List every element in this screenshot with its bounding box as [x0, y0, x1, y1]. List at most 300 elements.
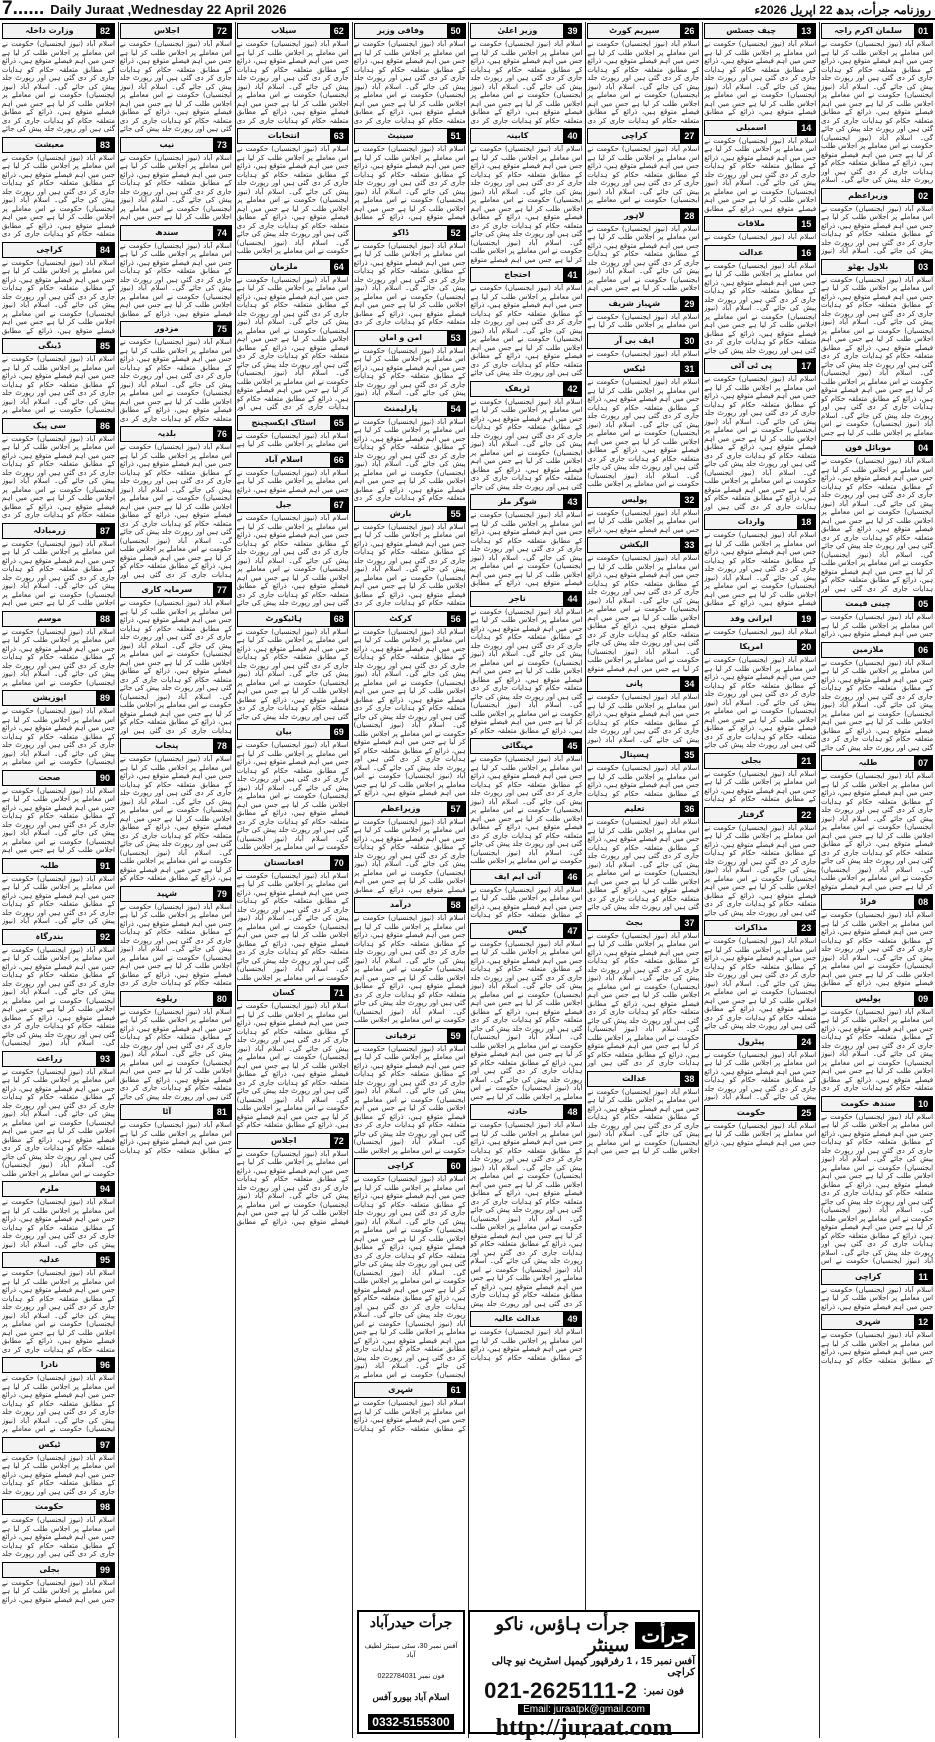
article-body: اسلام آباد (نیوز ایجنسیاں) حکومت نے اس معاملے پر اجلاس طلب کر لیا ہے جس میں اہم فیصلے متوقع ہیں، ذرائع کے مطابق متعلقہ حکام کو ہدایات جاری کر دی گئی ہیں اور رپورٹ جلد پیش کی جائے گی۔ اسلام آباد (نیوز ایجنسیاں) حکومت نے اس معاملے پر اجلاس طلب کر لیا ہے جس میں اہم فیصلے متوقع ہیں، ذرائع کے مطابق: [236, 1149, 349, 1226]
article-body: اسلام آباد (نیوز ایجنسیاں) حکومت نے اس معاملے پر اجلاس طلب کر لیا ہے جس میں اہم فیصلے متوقع ہیں، ذرائع کے مطابق متعلقہ حکام کو ہدایات جاری کر دی گئی ہیں اور رپورٹ جلد پیش کی جائے گی۔ اسلام آباد (نیوز ایجنسیاں) حکومت نے اس معاملے پر اجلاس طلب کر لیا ہے جس میں اہم فیصلے متوقع ہیں، ذرائع کے مطابق متعلقہ حکام کو ہدایات جاری کر دی گئی ہیں اور رپورٹ جلد پیش کی جائے گی۔ اسلام آباد (نیوز ایجنسیاں) حکومت نے اس معاملے پر اجلاس طلب کر لیا ہے جس میں اہم فیصلے متوقع ہیں، ذرائع کے مطابق متعلقہ حکام کو ہدایات جاری کر دی گئی ہیں اور: [704, 375, 817, 511]
article-headline: ہسپتال: [619, 750, 649, 759]
article-body: اسلام آباد (نیوز ایجنسیاں) حکومت نے اس معاملے پر اجلاس طلب کر لیا ہے جس میں اہم فیصلے متوقع ہیں، ذرائع کے مطابق متعلقہ حکام کو ہدایات جاری کر دی گئی ہیں اور رپورٹ جلد پیش کی جائے گی۔ اسلام آباد (نیوز ایجنسیاں) حکومت نے اس معاملے پر اجلاس طلب کر لیا ہے جس میں اہم فیصلے متوقع ہیں، ذرائع کے مطابق متعلقہ حکام کو ہدایات جاری کر دی گئی ہیں اور رپورٹ جلد پیش کی جائے: [119, 1007, 232, 1101]
article-headline: موبائل فون: [845, 443, 892, 452]
article-body: اسلام آباد (نیوز ایجنسیاں) حکومت نے اس معاملے پر اجلاس طلب کر لیا ہے جس میں اہم فیصلے متوقع ہیں، ذرائع: [236, 468, 349, 494]
article-number-badge: 62: [330, 24, 348, 38]
ad-email[interactable]: Email: juraatpk@gmail.com: [518, 1704, 650, 1715]
article-header: [2, 1437, 115, 1453]
news-article: [353, 127, 467, 224]
article-number-badge: 93: [96, 1052, 114, 1066]
news-article: [703, 638, 817, 752]
article-header: [587, 23, 699, 39]
news-article: [236, 723, 350, 854]
article-header: [120, 23, 232, 39]
article-body: اسلام آباد (نیوز ایجنسیاں) حکومت نے اس معاملے پر اجلاس طلب کر لیا ہے جس میں اہم فیصلے متوقع ہیں، ذرائع کے مطابق متعلقہ حکام کو ہدایات جاری کر دی گئی ہیں اور رپورٹ جلد پیش کی جائے گی۔ اسلام آباد (نیوز ایجنسیاں) حکومت نے اس معاملے پر اجلاس طلب کر لیا ہے جس میں اہم فیصلے متوقع ہیں، ذرائع کے مطابق متعلقہ حکام کو ہدایات جاری کر دی گئی ہیں اور رپورٹ جلد پیش کی جائے گی۔ اسلام آباد (نیوز ایجنسیاں) حکومت نے اس معاملے پر اجلاس طلب: [236, 741, 349, 851]
article-header: [354, 1028, 466, 1044]
news-article: [703, 244, 817, 358]
article-body: اسلام آباد (نیوز ایجنسیاں) حکومت نے اس معاملے پر اجلاس طلب کر لیا ہے جس میں اہم فیصلے متوقع ہیں، ذرائع کے مطابق متعلقہ حکام کو ہدایات جاری کر دی گئی ہیں اور رپورٹ جلد پیش کی جائے گی۔ اسلام آباد (نیوز ایجنسیاں) حکومت نے اس معاملے پر اجلاس طلب کر لیا ہے جس میں اہم فیصلے متوقع ہیں، ذرائع کے مطابق متعلقہ حکام کو ہدایات جاری کر دی: [470, 40, 583, 125]
news-article: [703, 1033, 817, 1104]
article-header: [354, 1158, 466, 1174]
news-article: [119, 136, 233, 224]
article-headline: بجلی: [39, 1564, 60, 1574]
news-article: [469, 590, 583, 738]
article-number-badge: 99: [96, 1563, 114, 1577]
article-headline: پیٹرول: [737, 1036, 765, 1046]
article-number-badge: 19: [797, 612, 815, 626]
article-number-badge: 34: [680, 677, 698, 691]
article-header: [704, 611, 816, 627]
article-header: [354, 1382, 466, 1398]
article-headline: مذاکرات: [734, 923, 768, 932]
article-header: [470, 591, 582, 607]
article-headline: وزیراعظم: [380, 803, 421, 813]
article-header: [2, 929, 115, 945]
article-number-badge: 71: [330, 986, 348, 1000]
news-article: [820, 258, 934, 440]
article-number-badge: 29: [680, 297, 698, 311]
article-header: [821, 991, 933, 1007]
article-header: [821, 1269, 933, 1285]
news-article: [820, 893, 934, 990]
news-article: [586, 675, 700, 746]
article-body: اسلام آباد (نیوز ایجنسیاں) حکومت نے اس معاملے پر اجلاس طلب کر لیا ہے جس میں اہم فیصلے متوقع ہیں، ذرائع کے مطابق متعلقہ حکام کو ہدایات جاری کر دی گئی ہیں اور رپورٹ جلد پیش کی جائے گی۔ اسلام آباد (نیوز ایجنسیاں) حکومت نے اس معاملے پر: [1, 707, 115, 766]
news-article: [1, 689, 116, 769]
article-headline: ایرانی وفد: [730, 613, 773, 623]
article-headline: آٹا: [162, 1107, 172, 1116]
news-column: [702, 22, 817, 1738]
article-headline: ملزمان: [269, 261, 298, 271]
article-number-badge: 94: [96, 1182, 114, 1196]
article-body: اسلام آباد (نیوز ایجنسیاں) حکومت نے اس معاملے پر اجلاس طلب کر لیا ہے جس میں اہم فیصلے متوقع ہیں، ذرائع کے مطابق متعلقہ حکام کو ہدایات جاری کر دی گئی ہیں اور رپورٹ جلد: [1, 1453, 115, 1496]
article-headline: ڈاکو: [392, 227, 409, 237]
article-headline: چینی قیمت: [845, 599, 891, 608]
article-body: اسلام آباد (نیوز ایجنسیاں) حکومت نے اس معاملے پر اجلاس طلب کر لیا ہے جس میں اہم فیصلے متوقع ہیں، ذرائع کے مطابق متعلقہ حکام کو ہدایات جاری کر دی گئی ہیں اور رپورٹ جلد پیش کی جائے گی۔ اسلام آباد (نیوز ایجنسیاں) حکومت نے اس معاملے پر اجلاس طلب کر لیا ہے جس میں اہم فیصلے متوقع ہیں، ذرائع کے مطابق متعلقہ حکام کو ہدایات جاری کر دی گئی ہیں اور رپورٹ جلد پیش کی جائے: [119, 40, 232, 133]
news-article: [119, 425, 233, 581]
news-article: [820, 641, 934, 755]
article-body: اسلام آباد (نیوز ایجنسیاں) حکومت نے اس معاملے پر اجلاس طلب کر لیا ہے جس میں اہم فیصلے متوقع ہیں، ذرائع کے مطابق متعلقہ حکام کو ہدایات جاری کر دی گئی ہیں اور رپورٹ جلد پیش کی جائے گی۔ اسلام آباد (نیوز ایجنسیاں) حکومت نے اس معاملے پر اجلاس طلب کر لیا ہے جس میں اہم فیصلے متوقع ہیں، ذرائع کے مطابق متعلقہ حکام کو ہدایات جاری کر دی: [119, 338, 232, 423]
article-body: اسلام آباد (نیوز ایجنسیاں) حکومت نے اس معاملے پر اجلاس طلب کر لیا ہے جس میں اہم فیصلے متوقع ہیں، ذرائع کے مطابق متعلقہ حکام کو ہدایات جاری کر دی گئی ہیں اور رپورٹ جلد پیش کی جائے گی۔ اسلام آباد (نیوز ایجنسیاں) حکومت نے اس معاملے پر اجلاس طلب کر لیا ہے جس میں اہم: [119, 153, 232, 221]
news-article: [1, 337, 116, 417]
article-headline: وزیراعظم: [848, 190, 888, 200]
article-number-badge: 82: [96, 24, 114, 38]
article-number-badge: 59: [447, 1029, 465, 1043]
article-header: [470, 23, 582, 39]
article-header: [2, 1252, 115, 1268]
article-number-badge: 72: [330, 1134, 348, 1148]
article-header: [2, 858, 115, 874]
article-headline: سلمان اکرم راجہ: [834, 26, 903, 35]
article-body: اسلام آباد (نیوز ایجنسیاں) حکومت نے اس معاملے پر اجلاس طلب کر لیا ہے: [587, 312, 700, 329]
article-number-badge: 73: [213, 138, 231, 152]
news-article: [586, 127, 700, 207]
article-number-badge: 44: [563, 592, 581, 606]
news-article: [1, 610, 116, 690]
article-header: [237, 985, 349, 1001]
article-headline: زراعت: [36, 1053, 63, 1063]
ad-header: [473, 1614, 695, 1656]
article-header: [821, 1314, 933, 1330]
news-article: [469, 266, 583, 380]
article-number-badge: 43: [563, 495, 581, 509]
article-headline: زرمبادلہ: [33, 525, 66, 535]
news-article: [820, 1268, 934, 1314]
article-headline: اجلاس: [270, 1135, 297, 1145]
article-headline: امن و امان: [379, 332, 423, 342]
article-body: اسلام آباد (نیوز ایجنسیاں) حکومت نے اس معاملے پر اجلاس طلب کر لیا ہے جس میں اہم فیصلے متوقع ہیں، ذرائع کے مطابق متعلقہ حکام کو ہدایات جاری کر دی گئی ہیں اور رپورٹ جلد پیش کی جائے گی۔ اسلام آباد (نیوز ایجنسیاں) حکومت نے اس معاملے پر اجلاس طلب کر لیا ہے جس میں اہم فیصلے متوقع ہیں، ذرائع کے مطابق متعلقہ حکام کو ہدایات جاری کر دی گئی ہیں اور رپورٹ جلد پیش کی جائے گی۔ اسلام آباد (نیوز ایجنسیاں) حکومت نے اس معاملے پر اجلاس طلب کر لیا ہے جس میں اہم فیصلے متوقع ہیں، ذرائع کے مطابق متعلقہ حکام کو ہدایات جاری کر دی گئی ہیں اور رپورٹ جلد پیش کی جائے گی۔ اسلام آباد (نیوز ایجنسیاں) حکومت نے اس معاملے پر اجلاس طلب کر لیا ہے جس: [470, 939, 583, 1101]
article-header: [2, 690, 115, 706]
article-body: اسلام آباد (نیوز ایجنسیاں) حکومت نے اس معاملے پر اجلاس طلب کر لیا ہے جس میں اہم فیصلے متوقع ہیں، ذرائع کے مطابق متعلقہ حکام کو ہدایات جاری کر دی گئی ہیں اور رپورٹ جلد پیش کی جائے گی۔ اسلام آباد (نیوز ایجنسیاں) حکومت نے اس معاملے پر اجلاس طلب کر لیا ہے جس میں اہم فیصلے متوقع ہیں، ذرائع کے مطابق متعلقہ حکام کو ہدایات جاری کر دی گئی ہیں اور رپورٹ جلد پیش کی جائے گی۔ اسلام آباد (نیوز ایجنسیاں) حکومت نے اس معاملے پر اجلاس طلب کر لیا ہے جس میں اہم فیصلے متوقع ہیں، ذرائع کے مطابق متعلقہ حکام کو ہدایات جاری کر دی گئی ہیں اور رپورٹ جلد پیش کی جائے گی۔ اسلام: [821, 40, 934, 184]
article-headline: ٹیکس: [38, 1439, 61, 1449]
article-header: [237, 23, 349, 39]
article-number-badge: 38: [680, 1072, 698, 1086]
article-header: [237, 128, 349, 144]
news-article: [119, 224, 233, 321]
article-number-badge: 56: [447, 612, 465, 626]
article-number-badge: 55: [447, 507, 465, 521]
article-header: [470, 869, 582, 885]
article-body: اسلام آباد (نیوز ایجنسیاں) حکومت نے اس معاملے پر اجلاس طلب کر لیا ہے جس میں اہم فیصلے متوقع ہیں، ذرائع کے مطابق متعلقہ حکام کو ہدایات جاری کر دی گئی ہیں اور رپورٹ جلد پیش کی جائے گی۔ اسلام آباد (نیوز ایجنسیاں) حکومت نے اس معاملے پر اجلاس طلب کر لیا ہے جس میں اہم فیصلے متوقع ہیں، ذرائع کے مطابق متعلقہ حکام کو ہدایات جاری کر دی گئی ہیں اور رپورٹ جلد پیش کی جائے گی۔ اسلام آباد (نیوز ایجنسیاں) حکومت نے اس معاملے پر اجلاس طلب کر لیا ہے جس میں اہم فیصلے متوقع ہیں، ذرائع کے مطابق متعلقہ حکام کو ہدایات جاری کر دی گئی ہیں اور: [821, 457, 934, 593]
news-article: [820, 1095, 934, 1268]
article-number-badge: 72: [213, 24, 231, 38]
article-headline: شوگر ملز: [498, 497, 537, 506]
news-column: [468, 22, 583, 1738]
article-headline: احتجاج: [504, 270, 531, 279]
article-headline: ڈینگی: [38, 341, 61, 350]
news-article: [586, 332, 700, 361]
article-body: اسلام آباد (نیوز ایجنسیاں) حکومت نے اس معاملے پر اجلاس طلب کر لیا ہے جس میں اہم فیصلے متوقع ہیں، ذرائع: [821, 613, 934, 638]
article-headline: پانی: [625, 679, 643, 688]
article-header: [470, 1104, 582, 1120]
article-header: [821, 188, 933, 204]
article-body: اسلام آباد (نیوز ایجنسیاں) حکومت نے اس معاملے پر اجلاس طلب کر لیا ہے جس میں اہم فیصلے متوقع ہیں، ذرائع کے مطابق متعلقہ حکام کو ہدایات جاری کر دی گئی ہیں اور رپورٹ جلد پیش کی جائے گی۔ اسلام آباد (نیوز ایجنسیاں) حکومت نے اس معاملے پر اجلاس طلب کر لیا ہے جس میں اہم فیصلے متوقع ہیں، ذرائع کے مطابق متعلقہ حکام کو ہدایات جاری کر دی گئی ہیں اور رپورٹ جلد پیش کی جائے گی۔ اسلام آباد (نیوز ایجنسیاں) حکومت نے اس معاملے پر اجلاس طلب: [1, 1067, 115, 1178]
news-article: [1, 22, 116, 136]
article-headline: سی پیک: [32, 420, 67, 430]
article-body: اسلام آباد (نیوز ایجنسیاں) حکومت نے اس معاملے پر اجلاس طلب کر لیا ہے جس میں اہم فیصلے متوقع ہیں، ذرائع کے مطابق متعلقہ حکام کو ہدایات جاری کر دی گئی ہیں اور رپورٹ جلد پیش کی جائے گی۔ اسلام آباد (نیوز ایجنسیاں) حکومت نے اس معاملے پر اجلاس طلب کر لیا ہے جس میں اہم فیصلے متوقع ہیں، ذرائع کے مطابق متعلقہ حکام کو ہدایات جاری کر دی گئی ہیں اور رپورٹ جلد پیش کی جائے گی۔ اسلام آباد (نیوز ایجنسیاں) حکومت نے اس معاملے پر اجلاس طلب کر لیا ہے جس میں اہم فیصلے متوقع: [821, 772, 934, 891]
news-article: [119, 990, 233, 1104]
islamabad-bureau-phone: 0332-5155300: [368, 1714, 453, 1730]
article-number-badge: 13: [797, 24, 815, 38]
news-article: [703, 119, 817, 216]
article-header: [587, 1071, 699, 1087]
article-body: اسلام آباد (نیوز ایجنسیاں) حکومت نے اس معاملے پر اجلاس طلب کر لیا ہے جس میں اہم فیصلے متوقع ہیں، ذرائع کے مطابق متعلقہ حکام کو ہدایات جاری کر دی گئی ہیں اور رپورٹ جلد پیش کی جائے گی۔ اسلام آباد (نیوز ایجنسیاں) حکومت نے اس معاملے پر اجلاس طلب کر لیا ہے جس میں اہم فیصلے متوقع ہیں، ذرائع کے مطابق متعلقہ حکام کو ہدایات جاری کر دی گئی ہیں اور رپورٹ جلد پیش کی جائے: [587, 818, 700, 911]
article-header: [470, 128, 582, 144]
article-headline: درآمد: [390, 900, 412, 909]
article-header: [237, 611, 349, 627]
article-number-badge: 16: [797, 246, 815, 260]
article-headline: سندھ حکومت: [840, 1098, 896, 1108]
article-header: [821, 23, 933, 39]
article-number-badge: 35: [680, 748, 698, 762]
article-body: اسلام آباد (نیوز ایجنسیاں) حکومت نے اس معاملے پر اجلاس طلب کر لیا ہے جس میں اہم فیصلے متوقع ہیں، ذرائع کے مطابق متعلقہ حکام کو ہدایات جاری کر دی گئی ہیں اور رپورٹ جلد پیش کی جائے گی۔ اسلام آباد (نیوز ایجنسیاں) حکومت نے اس معاملے پر اجلاس طلب کر لیا ہے جس میں اہم فیصلے متوقع ہیں، ذرائع کے مطابق متعلقہ حکام کو ہدایات جاری کر دی گئی ہیں اور رپورٹ جلد پیش کی جائے: [1, 40, 115, 133]
article-header: [704, 245, 816, 261]
article-number-badge: 04: [914, 441, 932, 455]
article-body: اسلام آباد (نیوز ایجنسیاں) حکومت نے اس معاملے پر اجلاس طلب کر لیا ہے جس میں اہم فیصلے متوقع ہیں، ذرائع کے مطابق متعلقہ حکام کو ہدایات: [119, 1121, 232, 1155]
article-headline: افغانستان: [263, 857, 304, 867]
article-headline: کرکٹ: [389, 613, 412, 623]
article-body: اسلام آباد (نیوز ایجنسیاں) حکومت نے اس معاملے پر اجلاس طلب کر لیا ہے جس میں اہم فیصلے متوقع ہیں، ذرائع کے مطابق متعلقہ حکام کو ہدایات جاری کر دی گئی ہیں اور رپورٹ جلد پیش کی جائے گی۔ اسلام آباد (نیوز ایجنسیاں) حکومت نے اس معاملے پر اجلاس طلب کر لیا ہے جس میں اہم فیصلے متوقع ہیں، ذرائع کے مطابق متعلقہ حکام کو ہدایات جاری کر دی گئی ہیں اور رپورٹ جلد پیش کی جائے: [236, 627, 349, 721]
article-headline: حادثہ: [507, 1107, 528, 1116]
article-number-badge: 67: [330, 498, 348, 512]
article-body: اسلام آباد (نیوز ایجنسیاں) حکومت نے اس معاملے پر اجلاس طلب کر لیا ہے جس میں اہم فیصلے متوقع ہیں، ذرائع: [587, 508, 700, 534]
article-number-badge: 95: [96, 1253, 114, 1267]
article-number-badge: 10: [914, 1097, 932, 1111]
article-body: اسلام آباد (نیوز ایجنسیاں) حکومت نے اس معاملے پر اجلاس طلب کر لیا ہے جس میں اہم فیصلے متوقع ہیں، ذرائع کے مطابق متعلقہ حکام کو ہدایات جاری کر دی گئی ہیں اور رپورٹ جلد پیش کی جائے گی۔ اسلام آباد (نیوز ایجنسیاں) حکومت نے اس معاملے پر اجلاس طلب کر لیا ہے جس میں اہم فیصلے متوقع ہیں، ذرائع کے مطابق متعلقہ حکام کو ہدایات جاری کر دی گئی ہیں اور رپورٹ جلد پیش کی جائے گی۔ اسلام آباد (نیوز ایجنسیاں) حکومت نے اس معاملے پر اجلاس طلب: [236, 871, 349, 982]
article-number-badge: 76: [213, 427, 231, 441]
article-header: [821, 755, 933, 771]
article-headline: عدالت عالیہ: [494, 1314, 541, 1323]
article-header: [821, 894, 933, 910]
article-number-badge: 37: [680, 916, 698, 930]
article-header: [237, 1133, 349, 1149]
article-number-badge: 24: [797, 1035, 815, 1049]
article-header: [237, 497, 349, 513]
article-header: [587, 801, 699, 817]
article-number-badge: 53: [447, 331, 465, 345]
article-number-badge: 92: [96, 930, 114, 944]
article-headline: سیلاب: [271, 26, 297, 35]
article-body: اسلام آباد (نیوز ایجنسیاں) حکومت نے اس معاملے پر اجلاس طلب کر لیا ہے جس میں اہم فیصلے متوقع ہیں، ذرائع کے مطابق متعلقہ حکام کو ہدایات جاری کر دی گئی ہیں اور رپورٹ جلد پیش کی جائے گی۔ اسلام آباد (نیوز ایجنسیاں) حکومت نے اس معاملے پر اجلاس طلب کر لیا ہے جس میں اہم فیصلے متوقع ہیں، ذرائع کے مطابق متعلقہ حکام کو ہدایات جاری کر دی: [353, 40, 466, 125]
article-number-badge: 20: [797, 640, 815, 654]
article-number-badge: 26: [680, 24, 698, 38]
article-number-badge: 45: [563, 739, 581, 753]
article-number-badge: 61: [447, 1383, 465, 1397]
article-body: اسلام آباد (نیوز ایجنسیاں) حکومت نے اس معاملے پر اجلاس طلب کر لیا ہے جس میں اہم فیصلے متوقع ہیں، ذرائع کے مطابق متعلقہ حکام کو ہدایات جاری کر دی گئی ہیں اور رپورٹ جلد پیش کی جائے گی۔ اسلام آباد (نیوز ایجنسیاں) حکومت نے اس معاملے پر اجلاس طلب کر لیا ہے جس میں اہم فیصلے متوقع ہیں، ذرائع کے مطابق: [119, 241, 232, 318]
article-body: اسلام آباد (نیوز ایجنسیاں) حکومت نے: [704, 627, 817, 636]
news-article: [353, 224, 467, 329]
article-header: [470, 381, 582, 397]
news-article: [469, 1310, 583, 1364]
article-number-badge: 31: [680, 362, 698, 376]
article-number-badge: 78: [213, 739, 231, 753]
article-number-badge: 85: [96, 339, 114, 353]
news-article: [469, 127, 583, 266]
article-headline: پارلیمنٹ: [383, 403, 418, 413]
article-number-badge: 41: [563, 268, 581, 282]
article-header: [587, 333, 699, 349]
article-headline: طلبہ: [858, 758, 878, 767]
article-number-badge: 18: [797, 515, 815, 529]
news-article: [586, 491, 700, 537]
article-body: اسلام آباد (نیوز ایجنسیاں) حکومت نے اس معاملے پر اجلاس طلب کر لیا ہے جس میں اہم فیصلے متوقع ہیں، ذرائع کے مطابق متعلقہ حکام کو ہدایات جاری کر دی گئی ہیں اور رپورٹ جلد پیش کی جائے گی۔ اسلام آباد (نیوز ایجنسیاں) حکومت نے اس معاملے پر اجلاس طلب کر لیا ہے جس میں اہم فیصلے متوقع ہیں، ذرائع کے مطابق متعلقہ حکام کو ہدایات جاری کر دی گئی ہیں اور رپورٹ جلد پیش کی جائے گی۔ اسلام آباد (نیوز ایجنسیاں) حکومت نے اس معاملے پر اجلاس طلب کر لیا ہے جس میں اہم فیصلے متوقع ہیں، ذرائع کے مطابق متعلقہ حکام کو ہدایات جاری کر دی گئی ہیں اور: [119, 599, 232, 735]
news-article: [820, 595, 934, 641]
article-headline: وفاقی وزیر: [377, 26, 424, 35]
ad-phone-label: فون نمبر:: [643, 1685, 684, 1697]
article-header: [120, 137, 232, 153]
article-number-badge: 47: [563, 924, 581, 938]
article-headline: امریکا: [739, 642, 763, 651]
article-number-badge: 08: [914, 895, 932, 909]
article-body: اسلام آباد (نیوز ایجنسیاں) حکومت نے اس معاملے پر اجلاس طلب کر لیا ہے جس میں اہم فیصلے متوقع ہیں، ذرائع کے مطابق متعلقہ حکام کو ہدایات جاری کر دی گئی ہیں اور رپورٹ جلد پیش کی جائے گی۔ اسلام آباد (نیوز ایجنسیاں) حکومت نے اس معاملے پر: [1, 355, 115, 414]
news-article: [236, 127, 350, 258]
news-article: [820, 990, 934, 1095]
news-article: [236, 414, 350, 451]
article-number-badge: 32: [680, 493, 698, 507]
article-body: اسلام آباد (نیوز ایجنسیاں) حکومت نے اس معاملے پر اجلاس طلب کر لیا ہے جس میں اہم فیصلے متوقع ہیں، ذرائع کے مطابق متعلقہ حکام کو ہدایات جاری کر دی گئی ہیں اور رپورٹ جلد پیش کی جائے گی۔ اسلام آباد (نیوز: [704, 1050, 817, 1101]
article-header: [470, 494, 582, 510]
article-headline: اسمبلی: [735, 122, 767, 132]
article-headline: پنجاب: [155, 741, 179, 750]
article-header: [120, 225, 232, 241]
article-headline: موسم: [37, 613, 62, 623]
article-headline: معیشت: [34, 139, 65, 149]
news-article: [353, 1027, 467, 1158]
news-article: [1, 769, 116, 857]
article-number-badge: 42: [563, 382, 581, 396]
article-number-badge: 03: [914, 260, 932, 274]
news-article: [703, 919, 817, 1033]
article-headline: مزدور: [155, 324, 179, 333]
article-body: اسلام آباد (نیوز ایجنسیاں) حکومت نے اس معاملے پر اجلاس طلب کر لیا ہے جس میں اہم فیصلے متوقع ہیں، ذرائع کے مطابق متعلقہ حکام کو ہدایات جاری کر دی گئی ہیں اور رپورٹ جلد پیش کی جائے گی۔ اسلام آباد (نیوز ایجنسیاں) حکومت نے اس معاملے پر اجلاس طلب کر لیا ہے جس میں اہم فیصلے متوقع ہیں، ذرائع کے مطابق متعلقہ حکام کو ہدایات جاری کر دی: [1, 153, 115, 238]
article-body: اسلام آباد (نیوز ایجنسیاں) حکومت نے اس معاملے پر اجلاس طلب کر لیا ہے جس میں اہم فیصلے متوقع ہیں، ذرائع کے مطابق متعلقہ حکام کو ہدایات جاری کر دی گئی ہیں اور رپورٹ جلد پیش کی جائے گی۔ اسلام آباد (نیوز ایجنسیاں) حکومت نے اس معاملے پر اجلاس طلب کر لیا ہے جس میں اہم فیصلے متوقع ہیں، ذرائع کے مطابق متعلقہ حکام کو ہدایات جاری کر دی: [1, 1269, 115, 1354]
article-body: اسلام آباد (نیوز ایجنسیاں) حکومت نے اس معاملے پر اجلاس طلب کر لیا ہے جس میں اہم فیصلے متوقع ہیں، ذرائع کے مطابق متعلقہ حکام کو ہدایات جاری کر دی گئی ہیں اور رپورٹ جلد پیش کی جائے گی۔ اسلام آباد (نیوز ایجنسیاں) حکومت نے اس معاملے پر اجلاس طلب کر لیا ہے جس میں اہم فیصلے متوقع ہیں، ذرائع کے مطابق متعلقہ حکام کو ہدایات جاری کر دی گئی ہیں اور رپورٹ جلد پیش کی جائے گی۔ اسلام آباد (نیوز ایجنسیاں) حکومت نے اس معاملے پر اجلاس طلب: [587, 378, 700, 488]
news-article: [119, 581, 233, 737]
article-number-badge: 57: [447, 802, 465, 816]
news-article: [820, 1313, 934, 1367]
article-body: اسلام آباد (نیوز ایجنسیاں) حکومت نے اس معاملے پر اجلاس طلب کر لیا ہے جس میں اہم فیصلے متوقع ہیں، ذرائع کے مطابق متعلقہ حکام کو ہدایات جاری کر دی گئی ہیں اور رپورٹ جلد پیش کی جائے گی۔ اسلام آباد (نیوز ایجنسیاں) حکومت نے اس معاملے پر اجلاس طلب کر لیا ہے جس میں اہم فیصلے متوقع ہیں، ذرائع کے مطابق متعلقہ حکام کو ہدایات جاری کر دی: [119, 902, 232, 987]
article-headline: اسٹاک ایکسچینج: [251, 417, 316, 427]
article-header: [354, 506, 466, 522]
article-header: [587, 208, 699, 224]
article-number-badge: 98: [96, 1500, 114, 1514]
article-body: اسلام آباد (نیوز ایجنسیاں) حکومت نے: [587, 349, 700, 358]
article-headline: سپریم کورٹ: [609, 26, 660, 35]
article-body: اسلام آباد (نیوز ایجنسیاں) حکومت نے اس معاملے پر اجلاس طلب کر لیا ہے جس میں اہم فیصلے متوقع ہیں، ذرائع کے مطابق متعلقہ حکام کو ہدایات جاری کر دی گئی ہیں اور رپورٹ جلد پیش کی جائے گی۔ اسلام آباد (نیوز ایجنسیاں) حکومت نے اس معاملے پر اجلاس طلب کر لیا ہے جس میں اہم فیصلے متوقع ہیں، ذرائع کے مطابق متعلقہ حکام کو ہدایات جاری کر دی گئی ہیں اور رپورٹ جلد پیش کی جائے گی۔ اسلام آباد (نیوز ایجنسیاں) حکومت نے اس معاملے پر اجلاس طلب کر لیا ہے جس میں اہم فیصلے متوقع ہیں، ذرائع کے مطابق متعلقہ حکام کو ہدایات جاری کر دی گئی ہیں اور رپورٹ جلد پیش کی جائے گی۔ اسلام آباد (نیوز ایجنسیاں) حکومت نے اس معاملے پر اجلاس طلب کر لیا ہے جس: [821, 275, 934, 437]
news-article: [353, 1381, 467, 1435]
news-article: [236, 496, 350, 610]
article-header: [2, 137, 115, 153]
article-header: [354, 128, 466, 144]
article-header: [237, 452, 349, 468]
news-article: [469, 737, 583, 868]
article-headline: پولیس: [621, 494, 648, 504]
article-header: [354, 23, 466, 39]
news-article: [820, 187, 934, 258]
article-number-badge: 87: [96, 524, 114, 538]
article-header: [704, 1105, 816, 1121]
article-body: اسلام آباد (نیوز ایجنسیاں) حکومت نے اس معاملے پر اجلاس طلب کر لیا ہے جس میں اہم فیصلے متوقع ہیں، ذرائع کے مطابق متعلقہ حکام کو ہدایات جاری کر دی گئی ہیں اور رپورٹ جلد پیش کی جائے گی۔ اسلام آباد (نیوز ایجنسیاں) حکومت نے اس معاملے پر اجلاس طلب کر لیا ہے جس میں اہم فیصلے متوقع ہیں، ذرائع کے مطابق متعلقہ حکام کو ہدایات جاری کر دی گئی ہیں اور رپورٹ جلد پیش کی جائے گی۔ اسلام آباد (نیوز ایجنسیاں) حکومت نے اس معاملے پر اجلاس طلب: [236, 145, 349, 255]
article-header: [2, 23, 115, 39]
news-article: [1, 1436, 116, 1499]
article-number-badge: 30: [680, 334, 698, 348]
article-headline: وزارت داخلہ: [25, 26, 74, 35]
ad-phone: 021-2625111-2: [484, 1678, 638, 1703]
article-number-badge: 50: [447, 24, 465, 38]
news-article: [353, 400, 467, 505]
article-header: [704, 753, 816, 769]
article-body: اسلام آباد (نیوز ایجنسیاں) حکومت نے اس معاملے پر اجلاس طلب کر لیا ہے جس میں اہم فیصلے متوقع ہیں، ذرائع کے مطابق متعلقہ حکام کو ہدایات: [353, 1399, 466, 1433]
article-body: اسلام آباد (نیوز ایجنسیاں) حکومت نے اس معاملے پر اجلاس طلب کر لیا ہے جس میں اہم فیصلے متوقع ہیں، ذرائع کے مطابق متعلقہ حکام کو ہدایات جاری کر دی گئی ہیں اور رپورٹ جلد پیش کی جائے گی۔ اسلام آباد (نیوز ایجنسیاں) حکومت نے اس معاملے پر اجلاس طلب کر لیا ہے جس میں اہم فیصلے متوقع ہیں، ذرائع کے مطابق متعلقہ حکام کو ہدایات جاری کر دی: [353, 522, 466, 607]
news-article: [703, 215, 817, 244]
article-header: [2, 1499, 115, 1515]
article-header: [2, 1562, 115, 1578]
article-header: [704, 1034, 816, 1050]
article-body: اسلام آباد (نیوز ایجنسیاں) حکومت نے اس معاملے پر اجلاس طلب کر لیا ہے جس میں اہم فیصلے متوقع ہیں، ذرائع کے مطابق متعلقہ حکام کو ہدایات جاری کر دی گئی ہیں اور رپورٹ جلد پیش کی جائے گی۔ اسلام آباد (نیوز ایجنسیاں) حکومت نے اس معاملے پر اجلاس طلب کر لیا ہے جس میں اہم فیصلے متوقع ہیں، ذرائع کے مطابق متعلقہ حکام کو ہدایات جاری کر دی: [236, 40, 349, 125]
article-headline: سینیٹ: [387, 131, 414, 140]
news-article: [469, 922, 583, 1104]
article-number-badge: 75: [213, 322, 231, 336]
article-header: [587, 492, 699, 508]
article-headline: ترقیاتی: [385, 1030, 416, 1040]
news-article: [1, 241, 116, 338]
article-headline: ملزم: [39, 1184, 59, 1193]
article-body: اسلام آباد (نیوز ایجنسیاں) حکومت نے اس معاملے پر اجلاس طلب کر لیا ہے جس میں اہم فیصلے متوقع ہیں، ذرائع: [704, 1121, 817, 1147]
article-body: اسلام آباد (نیوز ایجنسیاں) حکومت نے اس معاملے پر اجلاس طلب کر لیا ہے جس میں اہم فیصلے متوقع ہیں، ذرائع کے مطابق متعلقہ حکام کو ہدایات جاری کر دی گئی ہیں اور رپورٹ جلد پیش کی جائے گی۔ اسلام آباد (نیوز ایجنسیاں) حکومت نے اس معاملے پر اجلاس طلب کر لیا ہے جس میں اہم فیصلے متوقع ہیں، ذرائع کے مطابق متعلقہ حکام کو ہدایات جاری کر دی گئی ہیں اور رپورٹ جلد پیش کی جائے گی۔ اسلام آباد (نیوز ایجنسیاں) حکومت نے اس معاملے پر اجلاس طلب: [470, 755, 583, 865]
article-body: اسلام آباد (نیوز ایجنسیاں) حکومت نے اس معاملے پر اجلاس طلب کر لیا ہے جس میں اہم فیصلے متوقع ہیں، ذرائع کے مطابق متعلقہ حکام کو ہدایات جاری کر دی گئی ہیں اور رپورٹ جلد پیش کی جائے گی۔ اسلام آباد (نیوز ایجنسیاں) حکومت نے اس معاملے پر اجلاس طلب کر لیا ہے جس میں اہم فیصلے متوقع ہیں، ذرائع کے مطابق متعلقہ حکام کو ہدایات جاری کر دی گئی ہیں اور رپورٹ جلد پیش کی جائے گی۔ اسلام آباد (نیوز ایجنسیاں) حکومت نے اس معاملے پر اجلاس طلب کر لیا ہے جس میں اہم فیصلے متوقع ہیں، ذرائع کے مطابق متعلقہ حکام کو ہدایات جاری کر دی گئی ہیں اور رپورٹ جلد پیش کی جائے گی۔ اسلام آباد (نیوز ایجنسیاں) حکومت نے اس معاملے پر اجلاس طلب کر لیا ہے جس میں اہم فیصلے متوقع ہیں، ذرائع کے: [353, 627, 466, 797]
hyderabad-office-ad: [357, 1610, 465, 1734]
news-article: [586, 746, 700, 800]
article-body: اسلام آباد (نیوز ایجنسیاں) حکومت نے اس معاملے پر اجلاس طلب کر لیا ہے جس میں اہم فیصلے متوقع ہیں، ذرائع کے مطابق متعلقہ حکام کو ہدایات جاری کر دی گئی ہیں اور رپورٹ جلد پیش کی جائے گی۔ اسلام آباد (نیوز ایجنسیاں) حکومت نے اس معاملے پر اجلاس طلب کر لیا ہے جس میں اہم فیصلے متوقع ہیں، ذرائع کے مطابق متعلقہ حکام کو ہدایات جاری کر دی گئی ہیں اور رپورٹ جلد پیش کی جائے: [821, 658, 934, 752]
article-number-badge: 17: [797, 359, 815, 373]
article-headline: کسان: [272, 988, 295, 997]
masthead-title-english: Daily Juraat ,Wednesday 22 April 2026: [50, 2, 287, 17]
article-number-badge: 90: [96, 771, 114, 785]
article-headline: الیکشن: [619, 540, 649, 549]
ad-address: آفس نمبر 15 ، 1 رفرقپور کیمپل اسٹریٹ نیو چالی کراچی: [491, 1656, 695, 1678]
article-headline: وزیر اعلیٰ: [497, 26, 538, 35]
article-body: اسلام آباد (نیوز ایجنسیاں) حکومت نے اس معاملے پر اجلاس طلب کر لیا ہے جس میں اہم فیصلے متوقع ہیں، ذرائع کے مطابق متعلقہ حکام کو ہدایات جاری کر دی گئی ہیں اور رپورٹ جلد پیش کی جائے گی۔ اسلام آباد (نیوز ایجنسیاں) حکومت نے اس معاملے پر اجلاس طلب کر لیا ہے جس میں اہم فیصلے متوقع ہیں، ذرائع کے مطابق متعلقہ حکام کو ہدایات جاری کر دی گئی ہیں اور رپورٹ جلد پیش کی جائے گی۔ اسلام آباد (نیوز ایجنسیاں) حکومت نے اس معاملے پر اجلاس طلب کر لیا ہے جس میں اہم فیصلے متوقع ہیں، ذرائع کے مطابق متعلقہ حکام کو ہدایات جاری کر دی گئی ہیں اور رپورٹ جلد پیش کی جائے گی۔ اسلام آباد (نیوز ایجنسیاں) حکومت نے اس معاملے پر اجلاس طلب کر لیا ہے جس میں اہم فیصلے متوقع ہیں، ذرائع کے مطابق متعلقہ حکام کو ہدایات جاری کر دی گئی ہیں اور رپورٹ جلد پیش: [470, 1121, 583, 1308]
ad-website-link[interactable]: http://juraat.com: [495, 1715, 673, 1741]
article-header: [821, 259, 933, 275]
article-header: [470, 923, 582, 939]
article-number-badge: 54: [447, 402, 465, 416]
page-number: 7......: [2, 0, 45, 19]
news-article: [469, 22, 583, 127]
article-body: اسلام آباد (نیوز ایجنسیاں) حکومت نے اس معاملے پر اجلاس طلب کر لیا ہے جس میں اہم فیصلے متوقع ہیں، ذرائع کے مطابق متعلقہ حکام کو ہدایات جاری کر دی گئی ہیں اور رپورٹ جلد پیش کی جائے گی۔ اسلام آباد (نیوز ایجنسیاں) حکومت نے اس معاملے پر اجلاس طلب کر لیا ہے جس میں اہم فیصلے متوقع ہیں، ذرائع کے مطابق متعلقہ حکام کو ہدایات جاری کر دی گئی ہیں اور رپورٹ جلد پیش کی جائے گی۔ اسلام آباد (نیوز ایجنسیاں) حکومت نے اس معاملے پر اجلاس طلب کر لیا ہے جس میں اہم فیصلے متوقع ہیں، ذرائع کے مطابق متعلقہ حکام کو ہدایات جاری کر دی گئی ہیں اور: [119, 443, 232, 579]
article-number-badge: 23: [797, 921, 815, 935]
news-article: [353, 1157, 467, 1381]
news-article: [586, 360, 700, 491]
article-headline: ہائیکورٹ: [265, 613, 302, 623]
news-article: [119, 1103, 233, 1157]
article-number-badge: 39: [563, 24, 581, 38]
article-header: [354, 330, 466, 346]
article-header: [587, 128, 699, 144]
article-number-badge: 91: [96, 859, 114, 873]
news-column: [819, 22, 934, 1738]
article-header: [821, 642, 933, 658]
article-headline: پی ٹی آئی: [730, 361, 772, 370]
article-headline: سندھ: [155, 227, 179, 237]
article-body: اسلام آباد (نیوز ایجنسیاں) حکومت نے اس معاملے پر اجلاس طلب کر لیا ہے جس میں اہم فیصلے متوقع ہیں، ذرائع کے مطابق متعلقہ حکام کو ہدایات جاری کر دی گئی ہیں اور رپورٹ جلد پیش کی جائے گی۔ اسلام آباد (نیوز ایجنسیاں) حکومت نے اس معاملے پر اجلاس طلب کر لیا ہے جس میں اہم فیصلے متوقع ہیں، ذرائع کے مطابق متعلقہ حکام کو ہدایات جاری کر دی گئی ہیں اور رپورٹ جلد پیش کی جائے: [704, 937, 817, 1030]
news-article: [119, 885, 233, 990]
article-headline: طلبہ: [40, 860, 59, 870]
article-body: اسلام آباد (نیوز ایجنسیاں) حکومت نے اس معاملے پر اجلاس طلب کر لیا ہے جس میں اہم فیصلے متوقع ہیں، ذرائع کے مطابق متعلقہ حکام کو ہدایات جاری کر دی گئی ہیں اور رپورٹ جلد پیش کی جائے گی۔ اسلام آباد (نیوز ایجنسیاں) حکومت نے اس معاملے پر: [1, 1374, 115, 1433]
article-headline: شہری: [855, 1317, 881, 1326]
article-number-badge: 84: [96, 243, 114, 257]
article-headline: واردات: [737, 517, 765, 526]
juraat-logo: جرأت: [635, 1622, 695, 1649]
article-headline: عدالت: [622, 1073, 647, 1083]
article-body: اسلام آباد (نیوز ایجنسیاں) حکومت نے اس معاملے پر اجلاس طلب کر لیا ہے جس میں اہم فیصلے متوقع ہیں، ذرائع کے مطابق متعلقہ حکام کو ہدایات جاری کر دی گئی ہیں اور رپورٹ جلد پیش کی جائے گی۔ اسلام آباد (نیوز ایجنسیاں) حکومت نے اس معاملے پر اجلاس طلب کر لیا ہے جس میں اہم فیصلے متوقع ہیں، ذرائع کے مطابق متعلقہ حکام کو ہدایات جاری کر دی: [1, 434, 115, 519]
news-article: [703, 357, 817, 513]
article-number-badge: 64: [330, 260, 348, 274]
article-number-badge: 40: [563, 129, 581, 143]
article-header: [120, 991, 232, 1007]
news-column: [1, 22, 116, 1738]
article-headline: جیل: [275, 500, 292, 509]
article-header: [587, 361, 699, 377]
newspaper-columns: [0, 22, 935, 1738]
article-headline: شہید: [156, 888, 178, 898]
article-body: اسلام آباد (نیوز ایجنسیاں) حکومت نے: [704, 233, 817, 241]
article-headline: فراڈ: [859, 897, 877, 906]
news-article: [236, 854, 350, 985]
news-article: [236, 22, 350, 127]
article-number-badge: 88: [96, 612, 114, 626]
article-body: اسلام آباد (نیوز ایجنسیاں) حکومت نے اس معاملے پر اجلاس طلب کر لیا ہے جس میں اہم فیصلے متوقع ہیں، ذرائع کے مطابق متعلقہ حکام کو ہدایات جاری کر دی گئی ہیں اور رپورٹ جلد پیش کی جائے گی۔ اسلام آباد (نیوز ایجنسیاں) حکومت نے اس معاملے پر اجلاس طلب کر لیا ہے جس میں اہم فیصلے متوقع ہیں، ذرائع کے مطابق متعلقہ حکام کو ہدایات جاری کر دی گئی ہیں اور رپورٹ جلد پیش کی جائے گی۔ اسلام آباد (نیوز ایجنسیاں) حکومت نے اس معاملے پر اجلاس طلب کر لیا ہے جس میں اہم فیصلے متوقع ہیں، ذرائع کے مطابق متعلقہ حکام کو: [119, 755, 232, 882]
article-number-badge: 58: [447, 898, 465, 912]
news-article: [586, 207, 700, 295]
